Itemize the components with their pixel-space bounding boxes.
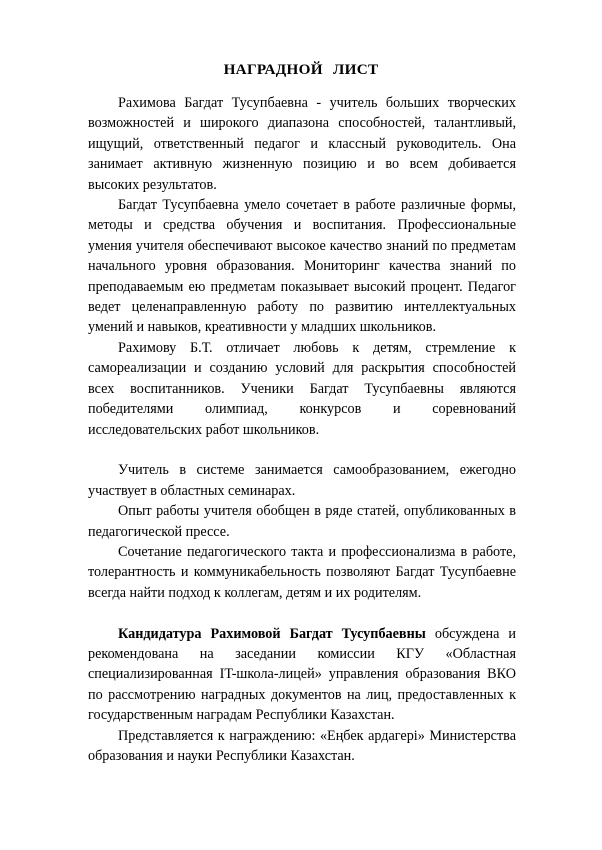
paragraph-closing: Представляется к награждению: «Еңбек ардагері» Министерства образования и науки Республики Казахстан. <box>88 727 516 764</box>
paragraph-candidature <box>88 624 516 726</box>
paragraph-2: Багдат Тусупбаевна умело сочетает в работе различные формы, методы и средства обучения и воспитания. Профессиональные умения учителя обеспечивают высокое качество знаний по предметам начального уровня образования. Мониторинг качества знаний по преподаваемым ею предметам показывает высокий процент. Педагог ведет целенаправленную работу по развитию интеллектуальных умений и навыков, креативности у младших школьников. <box>88 197 516 336</box>
paragraph-4: Учитель в системе занимается самообразованием, ежегодно участвует в областных семинарах. <box>88 462 516 499</box>
page-title: НАГРАДНОЙ ЛИСТ <box>223 61 379 78</box>
candidature-rest: обсуждена и рекомендована на заседании комиссии КГУ «Областная специализированная IT-школа-лицей» управления образования ВКО по рассмотрению наградных документов на лиц, предоставленных к государственным наградам Республики Казахстан. <box>88 625 516 724</box>
paragraph-6: Сочетание педагогического такта и профессионализма в работе, толерантность и коммуникабельность позволяют Багдат Тусупбаевне всегда найти подход к коллегам, детям и их родителям. <box>88 543 516 601</box>
document-body <box>88 93 516 766</box>
paragraph-5: Опыт работы учителя обобщен в ряде статей, опубликованных в педагогической прессе. <box>88 503 516 540</box>
paragraph-3: Рахимову Б.Т. отличает любовь к детям, стремление к самореализации и созданию условий для раскрытия способностей всех воспитанников. Ученики Багдат Тусупбаевны являются победителями олимпиад, конкурсов и соревнований исследовательских работ школьников. <box>88 339 516 438</box>
candidature-bold-lead: Кандидатура Рахимовой Багдат Тусупбаевны <box>118 625 426 642</box>
paragraph-1: Рахимова Багдат Тусупбаевна - учитель больших творческих возможностей и широкого диапазона способностей, талантливый, ищущий, ответственный педагог и классный руководитель. Она занимает активную жизненную позицию и во всем добивается высоких результатов. <box>88 95 516 193</box>
